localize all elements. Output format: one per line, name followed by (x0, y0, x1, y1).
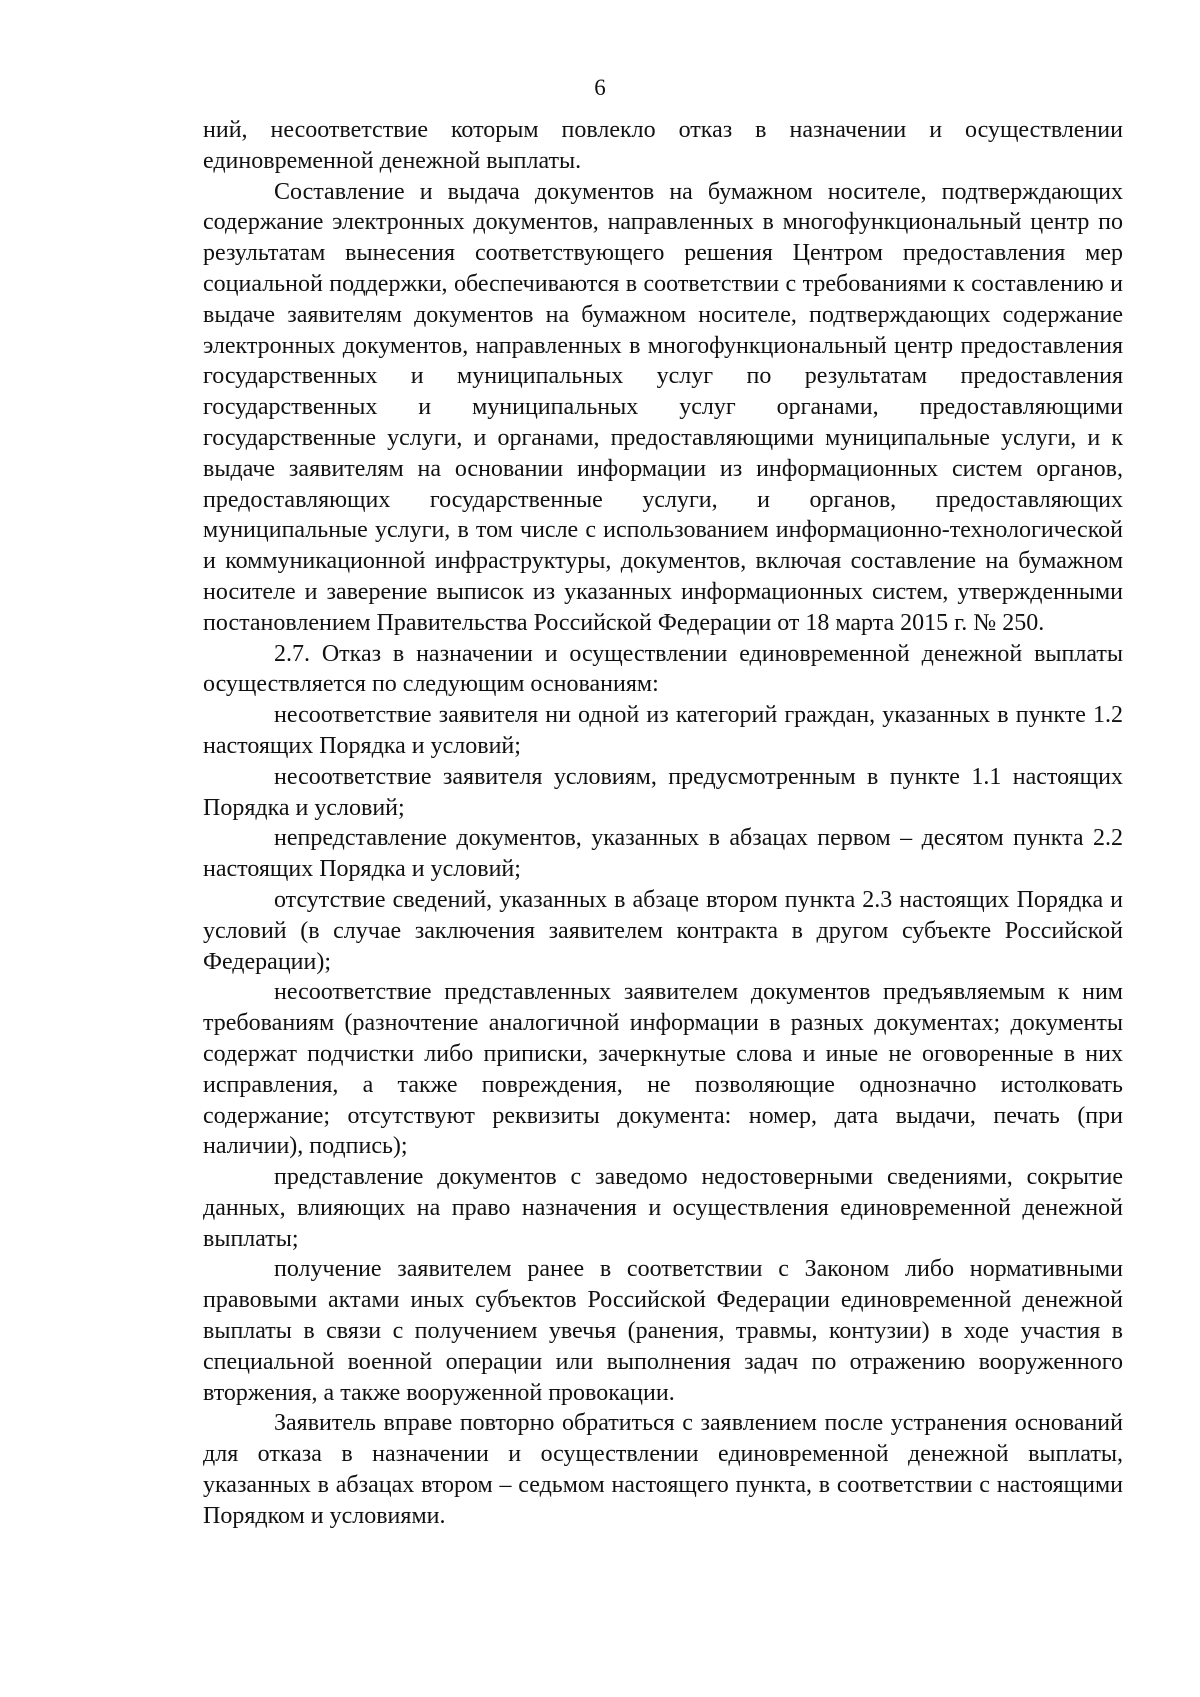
paragraph-reapplication: Заявитель вправе повторно обратиться с заявлением после устранения оснований для отказа в назначении и осуществлении единовременной денежной выплаты, указанных в абзацах втором – седьмом настоящего пункта, в соответствии с настоящими Порядком и условиями. (203, 1410, 1123, 1529)
document-body (203, 115, 1123, 1532)
paragraph-ground-previous-payment: получение заявителем ранее в соответствии с Законом либо нормативными правовыми актами иных субъектов Российской Федерации единовременной денежной выплаты в связи с получением увечья (ранения, травмы, контузии) в ходе участия в специальной военной операции или выполнения задач по отражению вооруженного вторжения, а также вооруженной провокации. (203, 1256, 1123, 1406)
page-number: 6 (594, 75, 606, 100)
paragraph-ground-requirements-mismatch: несоответствие представленных заявителем документов предъявляемым к ним требованиям (разночтение аналогичной информации в разных документах; документы содержат подчистки либо приписки, зачеркнутые слова и иные не оговоренные в них исправления, а также повреждения, не позволяющие однозначно истолковать содержание; отсутствуют реквизиты документа: номер, дата выдачи, печать (при наличии), подпись); (203, 979, 1123, 1160)
paragraph-2-7-refusal-grounds: 2.7. Отказ в назначении и осуществлении единовременной денежной выплаты осуществляется по следующим основаниям: (203, 640, 1123, 698)
paragraph-ground-false-information: представление документов с заведомо недостоверными сведениями, сокрытие данных, влияющих на право назначения и осуществления единовременной денежной выплаты; (203, 1164, 1123, 1252)
paragraph-ground-information-missing: отсутствие сведений, указанных в абзаце втором пункта 2.3 настоящих Порядка и условий (в случае заключения заявителем контракта в другом субъекте Российской Федерации); (203, 886, 1123, 975)
paragraph-continuation: ний, несоответствие которым повлекло отказ в назначении и осуществлении единовременной денежной выплаты. (203, 117, 1123, 174)
paragraph-ground-category-mismatch: несоответствие заявителя ни одной из категорий граждан, указанных в пункте 1.2 настоящих Порядка и условий; (203, 702, 1123, 759)
paragraph-paper-documents: Составление и выдача документов на бумажном носителе, подтверждающих содержание электронных документов, направленных в многофункциональный центр по результатам вынесения соответствующего решения Центром предоставления мер социальной поддержки, обеспечиваются в соответствии с требованиями к составлению и выдаче заявителям документов на бумажном носителе, подтверждающих содержание электронных документов, направленных в многофункциональный центр предоставления государственных и муниципальных услуг по результатам предоставления государственных и муниципальных услуг органами, предоставляющими государственные услуги, и органами, предоставляющими муниципальные услуги, и к выдаче заявителям на основании информации из информационных систем органов, предоставляющих государственные услуги, и органов, предоставляющих муниципальные услуги, в том числе с использованием информационно-технологической и коммуникационной инфраструктуры, документов, включая составление на бумажном носителе и заверение выписок из указанных информационных систем, утвержденными постановлением Правительства Российской Федерации от 18 марта 2015 г. № 250. (203, 178, 1123, 636)
paragraph-ground-documents-missing: непредставление документов, указанных в абзацах первом – десятом пункта 2.2 настоящих Порядка и условий; (203, 825, 1123, 883)
paragraph-ground-conditions-mismatch: несоответствие заявителя условиям, предусмотренным в пункте 1.1 настоящих Порядка и условий; (203, 763, 1123, 821)
